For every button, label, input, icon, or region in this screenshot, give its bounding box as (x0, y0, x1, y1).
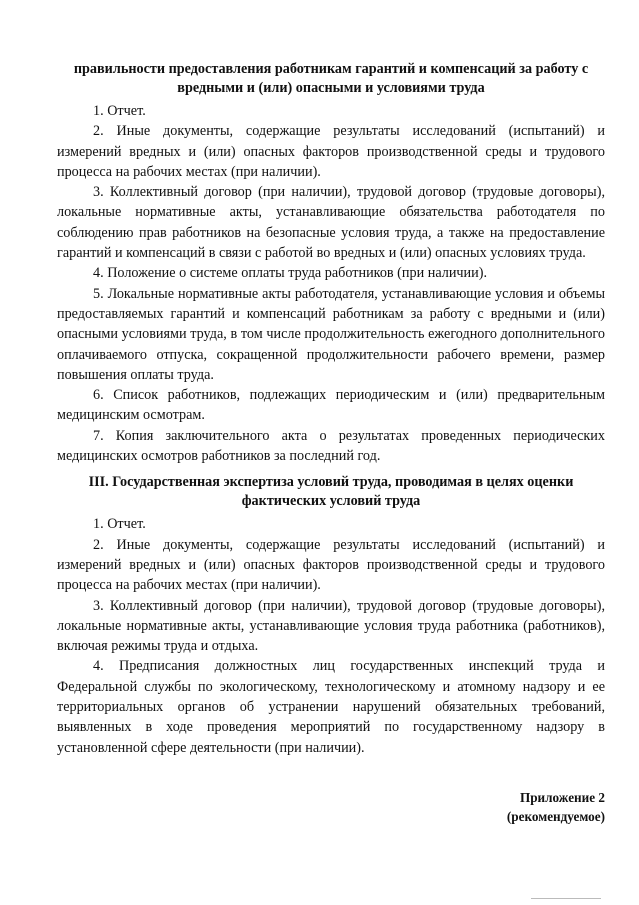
list-item: 4. Предписания должностных лиц государственных инспекций труда и Федеральной службы по экологическому, технологическому и атомному надзору и ее территориальных органов об устранении нарушений обязательных требований, выявленных в ходе проведения мероприятий по государственному надзору в установленной сфере деятельности (при наличии). (57, 658, 605, 756)
list-item: 2. Иные документы, содержащие результаты исследований (испытаний) и измерений вредных и (или) опасных факторов производственной среды и трудового процесса на рабочих местах (при наличии). (57, 123, 605, 180)
section-heading-continuation: правильности предоставления работникам гарантий и компенсаций за работу с вредными и (или) опасными и условиями труда (73, 61, 589, 96)
section-three-heading: III. Государственная экспертиза условий труда, проводимая в целях оценки фактических условий труда (88, 474, 574, 510)
list-item: 3. Коллективный договор (при наличии), трудовой договор (трудовые договоры), локальные нормативные акты, устанавливающие обязательства работодателя по соблюдению прав работников на безопасные условия труда, а также на предоставление гарантий и компенсаций в связи с работой во вредных и (или) опасных условиях труда. (57, 184, 605, 262)
list-item: 2. Иные документы, содержащие результаты исследований (испытаний) и измерений вредных и (или) опасных факторов производственной среды и трудового процесса на рабочих местах (при наличии). (57, 536, 605, 594)
appendix-label (507, 788, 605, 826)
section-continuation-list (57, 101, 605, 466)
list-item: 1. Отчет. (93, 103, 146, 119)
appendix-title: Приложение 2 (519, 790, 605, 805)
list-item: 3. Коллективный договор (при наличии), трудовой договор (трудовые договоры), локальные нормативные акты, устанавливающие условия труда работника (работников), включая режимы труда и отдыха. (57, 597, 605, 655)
list-item: 4. Положение о системе оплаты труда работников (при наличии). (93, 265, 488, 282)
section-three-list (57, 514, 605, 758)
list-item: 1. Отчет. (93, 516, 146, 533)
list-item: 5. Локальные нормативные акты работодателя, устанавливающие условия и объемы предоставляемых гарантий и компенсаций работникам за работу с вредными и (или) опасными условиями труда, в том числе продолжительность ежегодного дополнительного оплачиваемого отпуска, сокращенной продолжительности рабочего времени, размер повышения оплаты труда. (57, 285, 605, 383)
page-edge-rule (531, 898, 601, 899)
appendix-note: (рекомендуемое) (506, 809, 605, 824)
list-item: 6. Список работников, подлежащих периодическим и (или) предварительным медицинским осмотрам. (57, 387, 605, 424)
list-item: 7. Копия заключительного акта о результатах проведенных периодических медицинских осмотров работников за последний год. (57, 427, 605, 465)
